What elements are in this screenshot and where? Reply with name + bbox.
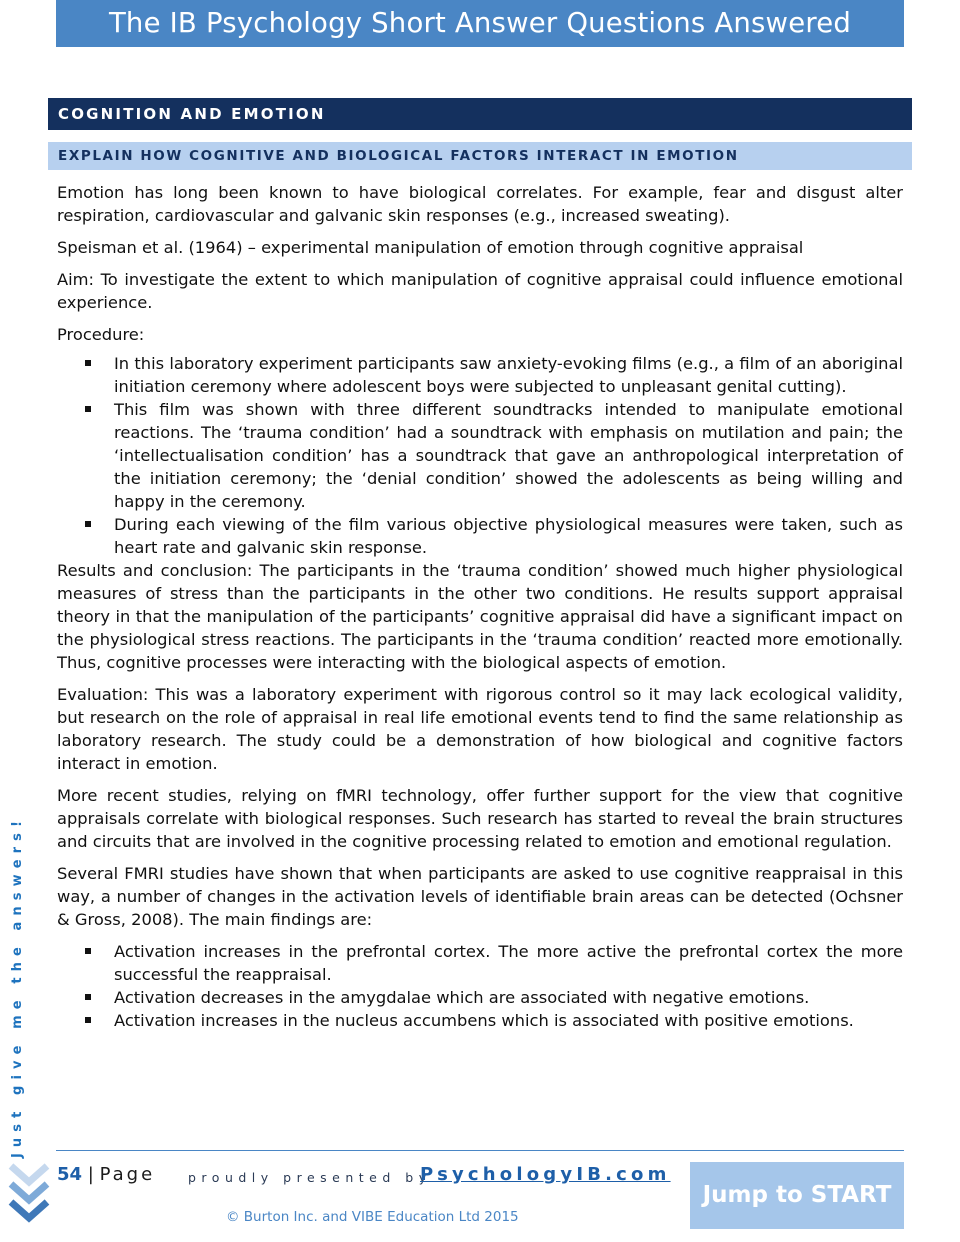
evaluation-paragraph: Evaluation: This was a laboratory experiment with rigorous control so it may lack ecological validity, but research on the role of appraisal in real life emotional events tend to find the same relationship as laboratory research. The study could be a demonstration of how biological and cognitive factors interact in emotion. (57, 685, 903, 773)
site-link[interactable]: PsychologyIB.com (420, 1164, 671, 1185)
list-item-text: Activation increases in the nucleus accumbens which is associated with positive emotions. (114, 1011, 854, 1030)
results-paragraph: Results and conclusion: The participants in the ‘trauma condition’ showed much higher physiological measures of stress than the participants in the other two conditions. He results support appraisal theory in that the manipulation of the participants’ cognitive appraisal did have a significant impact on the physiological stress reactions. The participants in the ‘trauma condition’ reacted more emotionally. Thus, cognitive processes were interacting with the biological aspects of emotion. (57, 561, 903, 672)
list-item (57, 513, 903, 559)
list-item-text: Activation decreases in the amygdalae which are associated with negative emotions. (114, 988, 810, 1007)
bullet-icon (85, 994, 91, 1000)
question-heading: EXPLAIN HOW COGNITIVE AND BIOLOGICAL FACTORS INTERACT IN EMOTION (48, 142, 912, 170)
chevron-down-icon (8, 1160, 50, 1224)
list-item-text: This film was shown with three different soundtracks intended to manipulate emotional reactions. The ‘trauma condition’ had a soundtrack with emphasis on mutilation and pain; the ‘intellectualisation condition’ has a soundtrack that gave an anthropological interpretation of the initiation ceremony; the ‘denial condition’ showed the adolescents as being willing and happy in the ceremony. (114, 400, 903, 511)
bullet-icon (85, 1017, 91, 1023)
page-label: Page (99, 1164, 156, 1185)
bullet-icon (85, 948, 91, 954)
list-item (57, 352, 903, 398)
intro-paragraph: Emotion has long been known to have biological correlates. For example, fear and disgust alter respiration, cardiovascular and galvanic skin responses (e.g., increased sweating). (57, 183, 903, 225)
page-number-value: 54 (57, 1164, 83, 1185)
list-item (57, 940, 903, 986)
list-item (57, 398, 903, 513)
document-title: The IB Psychology Short Answer Questions Answered (56, 0, 904, 47)
presented-by-label: proudly presented by (188, 1170, 432, 1185)
fmri-paragraph: Several FMRI studies have shown that when participants are asked to use cognitive reappraisal in this way, a number of changes in the activation levels of identifiable brain areas can be detected (Ochsner & Gross, 2008). The main findings are: (57, 864, 903, 929)
findings-list (57, 940, 903, 1032)
list-item-text: Activation increases in the prefrontal cortex. The more active the prefrontal cortex the more successful the reappraisal. (114, 942, 903, 984)
copyright: © Burton Inc. and VIBE Education Ltd 2015 (226, 1209, 519, 1225)
bullet-icon (85, 406, 91, 412)
bullet-icon (85, 521, 91, 527)
recent-studies-paragraph: More recent studies, relying on fMRI technology, offer further support for the view that cognitive appraisals correlate with biological responses. Such research has started to reveal the brain structures and circuits that are involved in the cognitive processing related to emotion and emotional regulation. (57, 786, 903, 851)
side-tagline-text: Just give me the answers! (10, 814, 26, 1158)
footer-divider (56, 1150, 904, 1151)
study-title: Speisman et al. (1964) – experimental manipulation of emotion through cognitive appraisal (57, 238, 804, 257)
list-item-text: In this laboratory experiment participants saw anxiety-evoking films (e.g., a film of an aboriginal initiation ceremony where adolescent boys were subjected to unpleasant genital cutting). (114, 354, 903, 396)
aim-paragraph: Aim: To investigate the extent to which manipulation of cognitive appraisal could influence emotional experience. (57, 270, 903, 312)
page-number (57, 1164, 155, 1185)
procedure-label: Procedure: (57, 325, 145, 344)
list-item (57, 986, 903, 1009)
procedure-list (57, 352, 903, 559)
page-separator: | (87, 1164, 94, 1185)
list-item-text: During each viewing of the film various objective physiological measures were taken, such as heart rate and galvanic skin response. (114, 515, 903, 557)
section-heading: COGNITION AND EMOTION (48, 98, 912, 130)
answer-body (57, 181, 903, 1041)
list-item (57, 1009, 903, 1032)
bullet-icon (85, 360, 91, 366)
side-tagline (8, 814, 28, 1158)
jump-to-start-button[interactable]: Jump to START (690, 1162, 904, 1229)
